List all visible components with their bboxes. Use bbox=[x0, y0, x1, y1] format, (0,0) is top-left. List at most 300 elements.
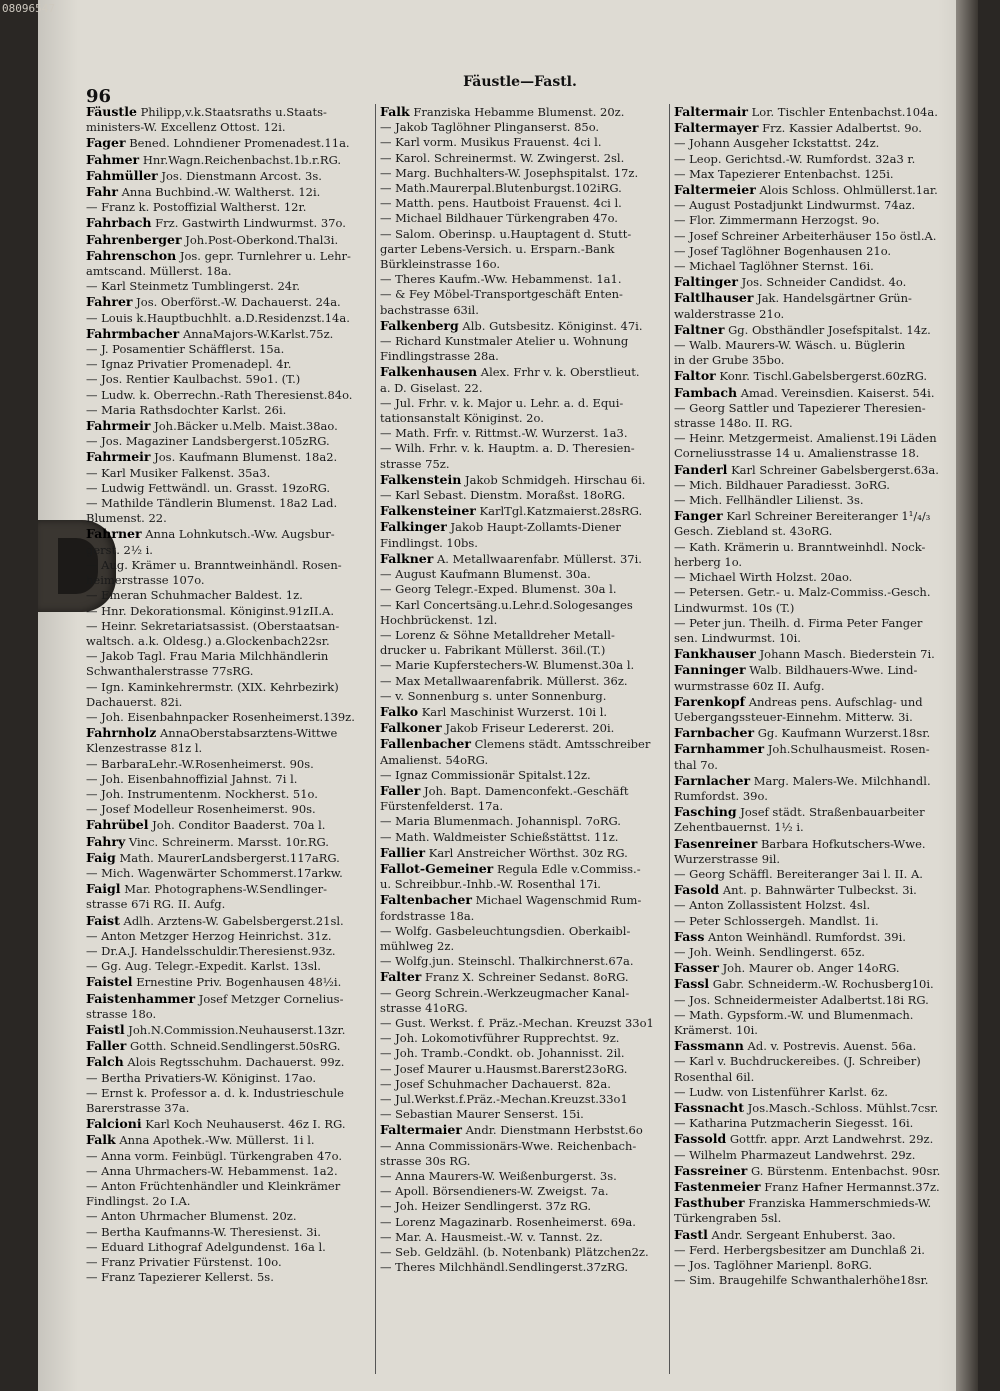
entry-text: Joh.N.Commission.Neuhauserst.13zr. bbox=[128, 1022, 346, 1037]
directory-entry bbox=[674, 136, 970, 151]
entry-text: — Karl Sebast. Dienstm. Moraßst. 18oRG. bbox=[380, 488, 626, 503]
directory-entry bbox=[380, 488, 666, 503]
directory-entry bbox=[86, 649, 372, 664]
directory-entry bbox=[380, 768, 666, 783]
directory-entry bbox=[380, 411, 666, 426]
entry-text: — Jos. Magaziner Landsbergerst.105zRG. bbox=[86, 434, 330, 449]
entry-surname: Fahmüller bbox=[86, 167, 158, 183]
entry-text: — Leop. Gerichtsd.-W. Rumfordst. 32a3 r. bbox=[674, 151, 916, 166]
entry-text: wurmstrasse 60z II. Aufg. bbox=[674, 678, 825, 693]
entry-surname: Faigl bbox=[86, 881, 121, 897]
directory-entry bbox=[86, 104, 372, 120]
entry-text: — Mich. Bildhauer Paradiesst. 3oRG. bbox=[674, 477, 890, 492]
entry-text: — Anna Maurers-W. Weißenburgerst. 3s. bbox=[380, 1169, 617, 1184]
directory-entry bbox=[380, 227, 666, 242]
entry-text: — Jos. Taglöhner Marienpl. 8oRG. bbox=[674, 1258, 872, 1273]
directory-entry bbox=[380, 1154, 666, 1169]
entry-text: AnnaMajors-W.Karlst.75z. bbox=[182, 326, 334, 341]
directory-entry bbox=[86, 1194, 372, 1209]
directory-entry bbox=[380, 1031, 666, 1046]
entry-text: Vinc. Schreinerm. Marsst. 10r.RG. bbox=[128, 834, 329, 849]
entry-surname: Fasthuber bbox=[674, 1195, 745, 1211]
entry-text: Rosenthal 6il. bbox=[674, 1069, 755, 1084]
entry-text: Barbara Hofkutschers-Wwe. bbox=[760, 836, 926, 851]
entry-text: — Michael Wirth Holzst. 20ao. bbox=[674, 570, 853, 585]
entry-text: Joh. Conditor Baaderst. 70a l. bbox=[152, 818, 326, 833]
entry-text: Alois Schloss. Ohlmüllerst.1ar. bbox=[759, 183, 938, 198]
directory-entry bbox=[86, 757, 372, 772]
entry-text: thal 7o. bbox=[674, 757, 718, 772]
directory-entry bbox=[674, 882, 970, 898]
entry-text: Walb. Bildhauers-Wwe. Lind- bbox=[749, 663, 918, 678]
entry-text: — Ignaz Commissionär Spitalst.12z. bbox=[380, 767, 591, 782]
entry-text: Hochbrückenst. 1zl. bbox=[380, 612, 498, 627]
entry-surname: Fassreiner bbox=[674, 1162, 748, 1178]
entry-text: — Theres Milchhändl.Sendlingerst.37zRG. bbox=[380, 1260, 629, 1275]
entry-surname: Farenkopf bbox=[674, 693, 746, 709]
directory-entry bbox=[86, 741, 372, 756]
entry-text: — Karl Concertsäng.u.Lehr.d.Sologesanges bbox=[380, 597, 633, 612]
directory-entry bbox=[674, 1116, 970, 1131]
directory-entry bbox=[86, 1240, 372, 1255]
directory-entry bbox=[380, 845, 666, 861]
entry-text: — Joh. Instrumentenm. Nockherst. 51o. bbox=[86, 786, 318, 801]
directory-entry bbox=[674, 167, 970, 182]
entry-surname: Farnbacher bbox=[674, 725, 755, 741]
entry-surname: Faig bbox=[86, 849, 116, 865]
entry-text: walderstrasse 21o. bbox=[674, 306, 785, 321]
entry-text: — Wilhelm Pharmazeut Landwehrst. 29z. bbox=[674, 1147, 916, 1162]
entry-text: Josef städt. Straßenbauarbeiter bbox=[740, 805, 925, 820]
entry-text: — Franz Tapezierer Kellerst. 5s. bbox=[86, 1270, 274, 1285]
directory-entry bbox=[674, 385, 970, 401]
entry-surname: Faist bbox=[86, 912, 120, 928]
directory-entry bbox=[86, 725, 372, 741]
entry-text: herberg 1o. bbox=[674, 554, 743, 569]
directory-entry bbox=[674, 1100, 970, 1116]
entry-text: — Johann Ausgeher Ickstattst. 24z. bbox=[674, 136, 880, 151]
entry-text: — Maria Blumenmach. Johannispl. 7oRG. bbox=[380, 814, 621, 829]
entry-text: u. Schreibbur.-Inhb.-W. Rosenthal 17i. bbox=[380, 877, 601, 892]
directory-entry bbox=[674, 322, 970, 338]
entry-text: mühlweg 2z. bbox=[380, 938, 455, 953]
directory-entry bbox=[380, 861, 666, 877]
entry-text: Amad. Vereinsdien. Kaiserst. 54i. bbox=[740, 385, 935, 400]
entry-surname: Faltinger bbox=[674, 274, 738, 290]
directory-entry bbox=[86, 866, 372, 881]
directory-entry bbox=[380, 613, 666, 628]
entry-text: — Michael Taglöhner Sternst. 16i. bbox=[674, 259, 874, 274]
directory-entry bbox=[86, 1086, 372, 1101]
entry-text: — Walb. Maurers-W. Wäsch. u. Büglerin bbox=[674, 338, 906, 353]
directory-entry bbox=[86, 403, 372, 418]
directory-entry bbox=[86, 680, 372, 695]
entry-surname: Faller bbox=[86, 1038, 127, 1054]
entry-text: tationsanstalt Königinst. 2o. bbox=[380, 411, 544, 426]
entry-text: Franz Hafner Hermannst.37z. bbox=[764, 1180, 940, 1195]
directory-entry bbox=[674, 631, 970, 646]
entry-text: Josef Metzger Cornelius- bbox=[198, 991, 344, 1006]
directory-entry bbox=[380, 830, 666, 845]
directory-entry bbox=[86, 991, 372, 1007]
directory-entry bbox=[380, 364, 666, 380]
entry-surname: Fahrner bbox=[86, 526, 142, 542]
directory-entry bbox=[380, 1215, 666, 1230]
directory-entry bbox=[86, 1116, 372, 1132]
entry-surname: Faistel bbox=[86, 974, 133, 990]
entry-surname: Fahrmeir bbox=[86, 449, 151, 465]
entry-text: bachstrasse 63il. bbox=[380, 302, 479, 317]
directory-entry bbox=[380, 924, 666, 939]
column-3 bbox=[674, 104, 970, 1384]
directory-entry bbox=[674, 182, 970, 198]
entry-text: — Joh. Eisenbahnpacker Rosenheimerst.139z. bbox=[86, 709, 355, 724]
entry-text: — Karol. Schreinermst. W. Zwingerst. 2sl. bbox=[380, 150, 625, 165]
directory-entry bbox=[380, 892, 666, 908]
entry-surname: Falko bbox=[380, 703, 419, 719]
entry-surname: Fasser bbox=[674, 960, 719, 976]
entry-surname: Fäustle bbox=[86, 104, 137, 119]
entry-text: — Anton Metzger Herzog Heinrichst. 31z. bbox=[86, 928, 332, 943]
directory-entry bbox=[380, 1107, 666, 1122]
directory-entry bbox=[86, 1149, 372, 1164]
directory-entry bbox=[380, 318, 666, 334]
entry-surname: Fambach bbox=[674, 384, 738, 400]
entry-text: strasse 148o. II. RG. bbox=[674, 416, 793, 431]
directory-entry bbox=[380, 1260, 666, 1275]
directory-entry bbox=[380, 426, 666, 441]
directory-entry bbox=[380, 1001, 666, 1016]
entry-text: — Jos. Rentier Kaulbachst. 59o1. (T.) bbox=[86, 372, 301, 387]
directory-entry bbox=[674, 804, 970, 820]
entry-text: — August Postadjunkt Lindwurmst. 74az. bbox=[674, 198, 916, 213]
directory-entry bbox=[380, 303, 666, 318]
directory-entry bbox=[380, 1062, 666, 1077]
entry-text: — Marg. Buchhalters-W. Josephspitalst. 17z. bbox=[380, 165, 639, 180]
directory-entry bbox=[86, 634, 372, 649]
entry-text: — Math. Gypsform.-W. und Blumenmach. bbox=[674, 1007, 914, 1022]
entry-text: Bened. Lohndiener Promenadest.11a. bbox=[129, 136, 350, 151]
directory-entry bbox=[674, 662, 970, 678]
directory-entry bbox=[86, 772, 372, 787]
directory-entry bbox=[86, 850, 372, 866]
directory-entry bbox=[380, 104, 666, 120]
entry-text: Rumfordst. 39o. bbox=[674, 788, 768, 803]
directory-entry bbox=[86, 1164, 372, 1179]
entry-text: Karl Maschinist Wurzerst. 10i l. bbox=[421, 704, 608, 719]
directory-entry bbox=[86, 1071, 372, 1086]
entry-text: — BarbaraLehr.-W.Rosenheimerst. 90s. bbox=[86, 756, 314, 771]
entry-text: Karl Schreiner Gabelsbergerst.63a. bbox=[731, 462, 939, 477]
directory-entry bbox=[86, 372, 372, 387]
directory-entry bbox=[86, 184, 372, 200]
directory-entry bbox=[380, 1046, 666, 1061]
directory-entry bbox=[674, 758, 970, 773]
entry-text: Krämerst. 10i. bbox=[674, 1022, 758, 1037]
directory-entry bbox=[86, 1054, 372, 1070]
entry-surname: Falter bbox=[380, 969, 422, 985]
directory-entry bbox=[674, 570, 970, 585]
directory-entry bbox=[674, 120, 970, 136]
entry-text: Joh. Bapt. Damenconfekt.-Geschäft bbox=[423, 783, 629, 798]
entry-text: Gesch. Ziebland st. 43oRG. bbox=[674, 524, 833, 539]
directory-entry bbox=[380, 814, 666, 829]
entry-text: — Bertha Privatiers-W. Königinst. 17ao. bbox=[86, 1070, 317, 1085]
entry-text: — Joh. Tramb.-Condkt. ob. Johannisst. 2il. bbox=[380, 1046, 625, 1061]
entry-surname: Fankhauser bbox=[674, 646, 756, 662]
column-2 bbox=[380, 104, 666, 1384]
directory-entry bbox=[674, 290, 970, 306]
entry-text: — Georg Sattler und Tapezierer Theresien- bbox=[674, 400, 926, 415]
entry-text: — & Fey Möbel-Transportgeschäft Enten- bbox=[380, 287, 623, 302]
directory-entry bbox=[674, 1054, 970, 1069]
entry-text: Philipp,v.k.Staatsraths u.Staats- bbox=[140, 105, 327, 119]
directory-entry bbox=[86, 817, 372, 833]
directory-entry bbox=[674, 540, 970, 555]
entry-text: Joh.Bäcker u.Melb. Maist.38ao. bbox=[154, 419, 338, 434]
entry-text: — Jul. Frhr. v. k. Major u. Lehr. a. d. Equi- bbox=[380, 395, 624, 410]
directory-entry bbox=[674, 725, 970, 741]
directory-entry bbox=[86, 1209, 372, 1224]
directory-entry bbox=[86, 664, 372, 679]
directory-entry bbox=[674, 508, 970, 524]
entry-text: — Emeran Schuhmacher Baldest. 1z. bbox=[86, 588, 303, 603]
entry-text: Lindwurmst. 10s (T.) bbox=[674, 600, 795, 615]
directory-entry bbox=[674, 307, 970, 322]
entry-text: fordstrasse 18a. bbox=[380, 908, 475, 923]
entry-text: — Peter Schlossergeh. Mandlst. 1i. bbox=[674, 913, 879, 928]
entry-text: — Kath. Krämerin u. Branntweinhdl. Nock- bbox=[674, 539, 926, 554]
entry-surname: Fanninger bbox=[674, 662, 746, 678]
entry-surname: Fahrmbacher bbox=[86, 325, 180, 341]
entry-text: heimerstrasse 107o. bbox=[86, 573, 205, 588]
entry-text: — Theres Kaufm.-Ww. Hebammenst. 1a1. bbox=[380, 272, 622, 287]
entry-text: Anna Lohnkutsch.-Ww. Augsbur- bbox=[145, 527, 335, 542]
entry-text: Anna Buchbind.-W. Waltherst. 12i. bbox=[121, 185, 321, 200]
entry-text: strasse 41oRG. bbox=[380, 1000, 468, 1015]
directory-entry bbox=[674, 1148, 970, 1163]
entry-text: drucker u. Fabrikant Müllerst. 36il.(T.) bbox=[380, 643, 606, 658]
entry-text: Jos. Oberförst.-W. Dachauerst. 24a. bbox=[136, 295, 341, 310]
entry-text: — Mar. A. Hausmeist.-W. v. Tannst. 2z. bbox=[380, 1229, 603, 1244]
scan-corner-number: 08096547 bbox=[2, 2, 55, 15]
entry-text: strasse 75z. bbox=[380, 456, 450, 471]
directory-entry bbox=[86, 311, 372, 326]
entry-text: — Jakob Tagl. Frau Maria Milchhändlerin bbox=[86, 649, 329, 664]
directory-entry bbox=[86, 449, 372, 465]
entry-surname: Fastenmeier bbox=[674, 1179, 761, 1195]
directory-entry bbox=[380, 986, 666, 1001]
entry-text: — Karl Musiker Falkenst. 35a3. bbox=[86, 465, 271, 480]
directory-entry bbox=[86, 342, 372, 357]
entry-surname: Fassold bbox=[674, 1131, 727, 1147]
entry-text: — Jakob Taglöhner Plinganserst. 85o. bbox=[380, 120, 600, 135]
directory-entry bbox=[674, 274, 970, 290]
entry-text: — Bertha Kaufmanns-W. Theresienst. 3i. bbox=[86, 1224, 321, 1239]
directory-entry bbox=[674, 1023, 970, 1038]
directory-entry bbox=[380, 272, 666, 287]
entry-text: — Marie Kupferstechers-W. Blumenst.30a l. bbox=[380, 658, 635, 673]
entry-text: — Max Metallwaarenfabrik. Müllerst. 36z. bbox=[380, 673, 628, 688]
entry-text: — Joh. Weinh. Sendlingerst. 65z. bbox=[674, 944, 865, 959]
entry-surname: Fassmann bbox=[674, 1038, 744, 1054]
directory-entry bbox=[86, 120, 372, 135]
entry-text: — Richard Kunstmaler Atelier u. Wohnung bbox=[380, 334, 629, 349]
directory-entry bbox=[674, 152, 970, 167]
entry-text: Ant. p. Bahnwärter Tulbeckst. 3i. bbox=[722, 883, 917, 898]
directory-entry bbox=[86, 511, 372, 526]
entry-text: Fürstenfelderst. 17a. bbox=[380, 799, 504, 814]
entry-text: Gotth. Schneid.Sendlingerst.50sRG. bbox=[129, 1039, 341, 1054]
entry-text: Andr. Sergeant Enhuberst. 3ao. bbox=[711, 1227, 896, 1242]
entry-text: Alb. Gutsbesitz. Königinst. 47i. bbox=[462, 318, 643, 333]
entry-text: — Anna Uhrmachers-W. Hebammenst. 1a2. bbox=[86, 1163, 338, 1178]
entry-text: — v. Sonnenburg s. unter Sonnenburg. bbox=[380, 688, 607, 703]
directory-entry bbox=[86, 264, 372, 279]
directory-entry bbox=[86, 294, 372, 310]
entry-surname: Fahrbach bbox=[86, 215, 152, 231]
entry-text: — Mich. Fellhändler Lilienst. 3s. bbox=[674, 493, 864, 508]
entry-surname: Falkenstein bbox=[380, 471, 462, 487]
directory-entry bbox=[86, 802, 372, 817]
directory-entry bbox=[380, 441, 666, 456]
entry-text: Karl Koch Neuhauserst. 46z I. RG. bbox=[145, 1117, 346, 1132]
directory-entry bbox=[86, 481, 372, 496]
directory-entry bbox=[674, 945, 970, 960]
entry-text: Franz X. Schreiner Sedanst. 8oRG. bbox=[425, 970, 629, 985]
entry-surname: Fass bbox=[674, 928, 705, 944]
directory-entry bbox=[86, 588, 372, 603]
entry-text: — Georg Schäffl. Bereiteranger 3ai l. II. A. bbox=[674, 866, 923, 881]
entry-text: — Dr.A.J. Handelsschuldir.Theresienst.93z. bbox=[86, 943, 336, 958]
entry-surname: Fahmer bbox=[86, 151, 140, 167]
directory-entry bbox=[86, 279, 372, 294]
directory-entry bbox=[674, 976, 970, 992]
directory-entry bbox=[380, 598, 666, 613]
entry-text: amtscand. Müllerst. 18a. bbox=[86, 264, 232, 279]
entry-surname: Falkenhausen bbox=[380, 364, 478, 380]
entry-text: Corneliusstrasse 14 u. Amalienstrasse 18. bbox=[674, 446, 920, 461]
directory-entry bbox=[86, 913, 372, 929]
entry-text: Marg. Malers-We. Milchhandl. bbox=[753, 773, 931, 788]
entry-surname: Farnhammer bbox=[674, 741, 765, 757]
entry-text: Mar. Photographens-W.Sendlinger- bbox=[124, 882, 328, 897]
entry-text: G. Bürstenm. Entenbachst. 90sr. bbox=[750, 1163, 941, 1178]
entry-text: — Ludw. von Listenführer Karlst. 6z. bbox=[674, 1084, 888, 1099]
entry-text: Andr. Dienstmann Herbstst.6o bbox=[465, 1123, 643, 1138]
entry-text: Jakob Friseur Ledererst. 20i. bbox=[445, 721, 615, 736]
entry-text: Wurzerstrasse 9il. bbox=[674, 851, 781, 866]
directory-entry bbox=[380, 1016, 666, 1031]
directory-entry bbox=[86, 834, 372, 850]
entry-text: A. Metallwaarenfabr. Müllerst. 37i. bbox=[436, 551, 642, 566]
directory-entry bbox=[674, 416, 970, 431]
entry-text: Jos.Masch.-Schloss. Mühlst.7csr. bbox=[747, 1101, 939, 1115]
directory-entry bbox=[86, 881, 372, 897]
entry-text: — Franz Privatier Fürstenst. 10o. bbox=[86, 1255, 282, 1270]
directory-entry bbox=[674, 1273, 970, 1288]
entry-text: — Georg Telegr.-Exped. Blumenst. 30a l. bbox=[380, 582, 617, 597]
entry-surname: Faller bbox=[380, 782, 421, 798]
entry-text: sen. Lindwurmst. 10i. bbox=[674, 630, 801, 645]
directory-entry bbox=[674, 836, 970, 852]
entry-surname: Falkenberg bbox=[380, 317, 459, 333]
entry-surname: Falk bbox=[380, 104, 410, 119]
entry-text: Math. MaurerLandsbergerst.117aRG. bbox=[119, 850, 340, 865]
column-divider-2 bbox=[669, 104, 670, 1374]
directory-entry bbox=[380, 472, 666, 488]
entry-text: — Jos. Schneidermeister Adalbertst.18i RG. bbox=[674, 992, 929, 1007]
entry-surname: Fahrer bbox=[86, 294, 133, 310]
entry-text: — Joh. Heizer Sendlingerst. 37z RG. bbox=[380, 1199, 592, 1214]
directory-entry bbox=[380, 689, 666, 704]
entry-text: Jos. Schneider Candidst. 4o. bbox=[741, 275, 907, 290]
entry-text: — Josef Schreiner Arbeiterhäuser 15o östl.A. bbox=[674, 228, 937, 243]
directory-entry bbox=[674, 1038, 970, 1054]
directory-entry bbox=[380, 181, 666, 196]
entry-text: Jos. gepr. Turnlehrer u. Lehr- bbox=[179, 248, 351, 263]
entry-text: — Ferd. Herbergsbesitzer am Dunchlaß 2i. bbox=[674, 1242, 925, 1257]
entry-surname: Falch bbox=[86, 1054, 124, 1070]
directory-entry bbox=[674, 710, 970, 725]
entry-text: — Ignaz Privatier Promenadepl. 4r. bbox=[86, 357, 292, 372]
entry-surname: Faistl bbox=[86, 1021, 125, 1037]
directory-entry bbox=[380, 396, 666, 411]
entry-surname: Farnlacher bbox=[674, 772, 751, 788]
entry-text: — Heinr. Metzgermeist. Amalienst.19i Läden bbox=[674, 431, 937, 446]
entry-text: — Gg. Aug. Telegr.-Expedit. Karlst. 13sl. bbox=[86, 959, 321, 974]
directory-entry bbox=[380, 334, 666, 349]
directory-entry bbox=[86, 604, 372, 619]
directory-entry bbox=[86, 1007, 372, 1022]
entry-surname: Faltlhauser bbox=[674, 290, 754, 306]
entry-text: — Heinr. Sekretariatsassist. (Oberstaatsan- bbox=[86, 618, 340, 633]
entry-text: — Math.Maurerpal.Blutenburgst.102iRG. bbox=[380, 181, 622, 196]
entry-text: Gabr. Schneiderm.-W. Rochusberg10i. bbox=[712, 977, 934, 992]
entry-text: a. D. Giselast. 22. bbox=[380, 380, 483, 395]
directory-entry bbox=[380, 969, 666, 985]
entry-text: Frz. Gastwirth Lindwurmst. 37o. bbox=[155, 216, 346, 231]
directory-entry bbox=[674, 694, 970, 710]
directory-entry bbox=[674, 431, 970, 446]
entry-text: — Lorenz Magazinarb. Rosenheimerst. 69a. bbox=[380, 1214, 636, 1229]
entry-text: — Ludwig Fettwändl. un. Grasst. 19zoRG. bbox=[86, 480, 331, 495]
directory-entry bbox=[380, 1139, 666, 1154]
directory-entry bbox=[380, 196, 666, 211]
entry-text: — Wolfg. Gasbeleuchtungsdien. Oberkaibl- bbox=[380, 923, 631, 938]
entry-surname: Faltenbacher bbox=[380, 892, 472, 908]
directory-entry bbox=[674, 462, 970, 478]
entry-text: — Apoll. Börsendieners-W. Zweigst. 7a. bbox=[380, 1184, 609, 1199]
directory-entry bbox=[674, 478, 970, 493]
entry-text: Gg. Obsthändler Josefspitalst. 14z. bbox=[728, 322, 931, 337]
entry-text: Schwanthalerstrasse 77sRG. bbox=[86, 664, 254, 679]
directory-entry bbox=[380, 551, 666, 567]
directory-entry bbox=[380, 877, 666, 892]
directory-entry bbox=[380, 658, 666, 673]
directory-entry bbox=[86, 1225, 372, 1240]
entry-surname: Faltor bbox=[674, 368, 716, 384]
directory-entry bbox=[674, 446, 970, 461]
entry-text: Michael Wagenschmid Rum- bbox=[475, 893, 642, 908]
directory-entry bbox=[86, 1101, 372, 1116]
directory-entry bbox=[380, 242, 666, 257]
entry-text: Ernestine Priv. Bogenhausen 48½i. bbox=[136, 975, 342, 990]
directory-entry bbox=[86, 248, 372, 264]
directory-entry bbox=[674, 585, 970, 600]
entry-surname: Fasold bbox=[674, 882, 720, 898]
entry-text: Klenzestrasse 81z l. bbox=[86, 741, 203, 756]
